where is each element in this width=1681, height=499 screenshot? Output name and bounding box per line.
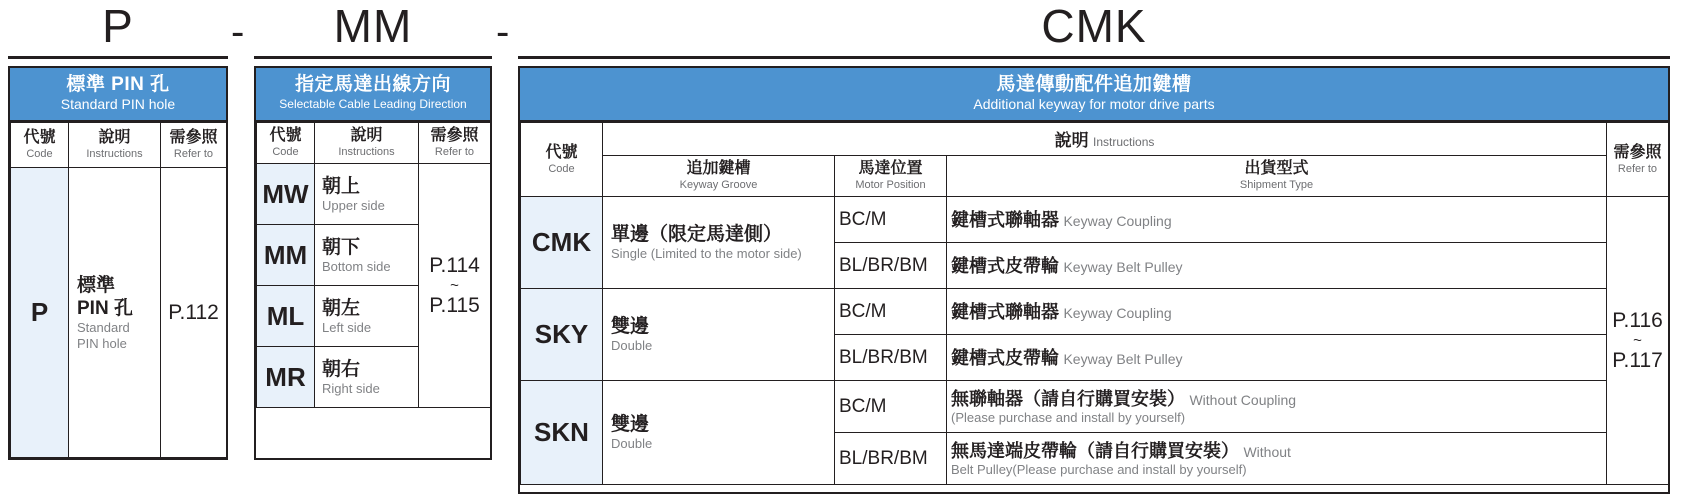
cell-code-p: P	[11, 168, 69, 458]
table-additional-keyway	[518, 66, 1670, 494]
table-title-cn: 馬達傳動配件追加鍵槽	[996, 74, 1192, 95]
column-header-instructions-cn: 說明	[350, 127, 383, 144]
column-header-refer-cn: 需參照	[169, 129, 218, 146]
code-separator-1: -	[231, 10, 245, 54]
table-title-cn: 標準 PIN 孔	[66, 74, 170, 95]
cell-position: BC/M	[835, 381, 947, 433]
column-header-code-cn: 代號	[23, 129, 56, 146]
refer-tilde: ~	[1633, 331, 1642, 349]
desc-en: Bottom side	[322, 258, 391, 274]
cell-code-mw: MW	[257, 164, 315, 225]
desc-en: Left side	[322, 319, 372, 335]
shipment-en: Without	[1243, 443, 1291, 460]
cell-description-ml	[315, 286, 419, 347]
cell-refer-cmk	[1607, 197, 1669, 485]
cell-code-mm: MM	[257, 225, 315, 286]
table-row	[11, 168, 227, 458]
column-header-refer-cn: 需參照	[430, 127, 479, 144]
shipment-cn: 鍵槽式聯軸器	[951, 209, 1059, 230]
cell-code-sky: SKY	[521, 289, 603, 381]
column-header-refer	[161, 123, 227, 168]
shipment-cn: 無聯軸器（請自行購買安裝）	[951, 388, 1185, 409]
table-title-en: Additional keyway for motor drive parts	[973, 96, 1215, 112]
table-header-row	[11, 123, 227, 168]
cell-description-mw	[315, 164, 419, 225]
column-header-shipment-type	[947, 156, 1607, 197]
table-title-cn: 指定馬達出線方向	[294, 74, 451, 95]
column-header-motor-position-en: Motor Position	[855, 179, 926, 191]
groove-cn: 雙邊	[611, 316, 650, 337]
table-header-cable-direction	[256, 68, 490, 122]
code-heading-cmk: CMK	[1041, 0, 1147, 52]
cell-code-cmk: CMK	[521, 197, 603, 289]
table-header-standard-pin-hole	[10, 68, 226, 122]
groove-en: Single (Limited to the motor side)	[611, 246, 802, 261]
additional-keyway-grid	[520, 122, 1669, 485]
cell-groove-skn	[603, 381, 835, 485]
groove-cn: 單邊（限定馬達側）	[611, 224, 783, 245]
column-header-instructions-cn: 說明	[1054, 131, 1089, 150]
shipment-cn: 鍵槽式皮帶輪	[951, 347, 1059, 368]
column-header-instructions	[69, 123, 161, 168]
cell-description-mm	[315, 225, 419, 286]
shipment-en: Keyway Belt Pulley	[1063, 258, 1183, 275]
desc-en-line1: Standard	[77, 319, 130, 335]
column-header-instructions-en: Instructions	[338, 146, 395, 158]
code-heading-p: P	[102, 0, 134, 52]
column-header-code-en: Code	[548, 162, 575, 175]
code-heading-rule-p	[8, 56, 228, 59]
shipment-en: Keyway Coupling	[1063, 212, 1172, 229]
cell-code-ml: ML	[257, 286, 315, 347]
shipment-en: Without Coupling	[1189, 391, 1297, 408]
cell-shipment	[947, 433, 1607, 485]
cell-position: BL/BR/BM	[835, 243, 947, 289]
column-header-refer-en: Refer to	[1617, 162, 1658, 175]
table-title-en: Standard PIN hole	[60, 96, 176, 112]
column-header-refer	[1607, 123, 1669, 197]
cell-description-p	[69, 168, 161, 458]
table-header-row-1	[521, 123, 1669, 156]
code-heading-mm: MM	[333, 0, 413, 52]
column-header-shipment-type-en: Shipment Type	[1239, 179, 1314, 191]
column-header-code	[521, 123, 603, 197]
cell-position: BL/BR/BM	[835, 433, 947, 485]
table-title-en: Selectable Cable Leading Direction	[279, 97, 467, 111]
cable-direction-grid	[256, 122, 491, 408]
column-header-instructions-en: Instructions	[86, 148, 143, 160]
cell-position: BC/M	[835, 289, 947, 335]
column-header-motor-position-cn: 馬達位置	[858, 160, 923, 177]
column-header-keyway-groove-en: Keyway Groove	[679, 179, 758, 191]
column-header-instructions	[603, 123, 1607, 156]
table-header-additional-keyway	[520, 68, 1668, 122]
cell-refer-mm	[419, 164, 491, 408]
column-header-shipment-type-cn: 出貨型式	[1244, 160, 1309, 177]
code-heading-rule-mm	[254, 56, 492, 59]
column-header-instructions-cn: 說明	[98, 129, 131, 146]
table-row	[521, 289, 1669, 335]
groove-en: Double	[611, 436, 653, 451]
refer-top: P.114	[429, 253, 480, 277]
column-header-refer-cn: 需參照	[1613, 143, 1662, 161]
groove-en: Double	[611, 338, 653, 353]
refer-bottom: P.117	[1612, 348, 1663, 372]
column-header-keyway-groove-cn: 追加鍵槽	[686, 160, 751, 177]
groove-cn: 雙邊	[611, 414, 650, 435]
column-header-code-en: Code	[26, 148, 53, 160]
column-header-instructions-en: Instructions	[1093, 135, 1155, 149]
desc-cn: 朝下	[322, 236, 361, 258]
refer-bottom: P.115	[429, 293, 480, 317]
column-header-refer	[419, 123, 491, 164]
shipment-en-note: Belt Pulley(Please purchase and install by yourself)	[951, 461, 1247, 477]
desc-cn-line1: 標準	[77, 274, 116, 296]
cell-shipment	[947, 289, 1607, 335]
table-row	[521, 197, 1669, 243]
refer-tilde: ~	[450, 276, 459, 294]
code-heading-rule-cmk	[518, 56, 1670, 59]
desc-cn: 朝右	[322, 358, 361, 380]
shipment-en: Keyway Coupling	[1063, 304, 1172, 321]
shipment-cn: 無馬達端皮帶輪（請自行購買安裝）	[951, 440, 1239, 461]
cell-position: BC/M	[835, 197, 947, 243]
column-header-keyway-groove	[603, 156, 835, 197]
desc-en: Right side	[322, 380, 380, 396]
refer-top: P.116	[1612, 308, 1663, 332]
column-header-code-cn: 代號	[545, 143, 578, 161]
desc-en: Upper side	[322, 197, 385, 213]
column-header-refer-en: Refer to	[173, 148, 214, 160]
cell-shipment	[947, 243, 1607, 289]
cell-description-mr	[315, 347, 419, 408]
cell-code-skn: SKN	[521, 381, 603, 485]
table-row	[521, 381, 1669, 433]
column-header-code	[11, 123, 69, 168]
shipment-en: Keyway Belt Pulley	[1063, 350, 1183, 367]
cell-shipment	[947, 381, 1607, 433]
desc-cn: 朝上	[322, 175, 361, 197]
desc-en-line2: PIN hole	[77, 335, 127, 351]
table-cable-leading-direction	[254, 66, 492, 460]
column-header-instructions	[315, 123, 419, 164]
cell-refer-p: P.112	[161, 168, 227, 458]
table-row	[257, 164, 491, 225]
table-header-row	[257, 123, 491, 164]
table-standard-pin-hole	[8, 66, 228, 460]
shipment-cn: 鍵槽式皮帶輪	[951, 255, 1059, 276]
column-header-motor-position	[835, 156, 947, 197]
standard-pin-hole-grid	[10, 122, 227, 458]
column-header-code	[257, 123, 315, 164]
desc-cn: 朝左	[322, 297, 361, 319]
cell-groove-sky	[603, 289, 835, 381]
cell-position: BL/BR/BM	[835, 335, 947, 381]
cell-shipment	[947, 197, 1607, 243]
column-header-code-cn: 代號	[269, 127, 302, 144]
cell-groove-cmk	[603, 197, 835, 289]
cell-code-mr: MR	[257, 347, 315, 408]
column-header-refer-en: Refer to	[434, 146, 475, 158]
cell-shipment	[947, 335, 1607, 381]
desc-cn-line2: PIN 孔	[77, 297, 133, 319]
shipment-cn: 鍵槽式聯軸器	[951, 301, 1059, 322]
table-header-row-2	[521, 156, 1669, 197]
shipment-en-note: (Please purchase and install by yourself)	[951, 409, 1186, 425]
code-separator-2: -	[496, 10, 510, 54]
column-header-code-en: Code	[272, 146, 299, 158]
